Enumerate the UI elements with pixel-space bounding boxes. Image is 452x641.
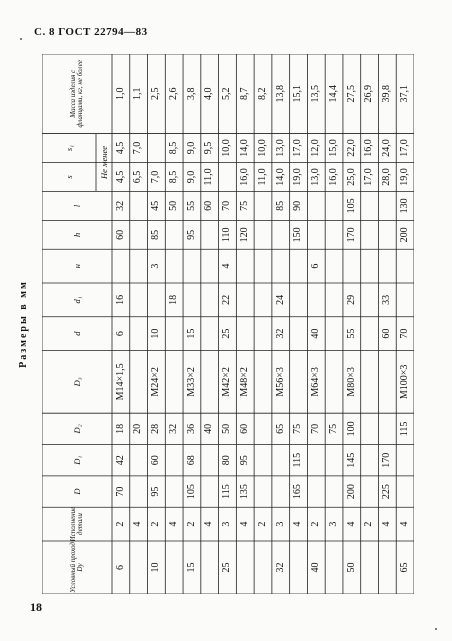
table-cell-D3: M100×3 [398,364,410,400]
table-cell-mass: 37,1 [398,85,410,103]
table-cell-s: 6,5 [132,170,144,184]
table-cell-mass: 1,1 [132,87,144,101]
table-cell-D2: 75 [292,423,304,434]
table-cell-D1: 95 [238,455,250,466]
table-cell-isp: 2 [114,521,126,527]
dimensions-table [18,54,414,594]
table-cell-s1: 17,0 [398,139,410,157]
column-header-mass: Масса изделия с фланцами, кг, не более [68,60,84,128]
table-cell-s: 14,0 [274,168,286,186]
table-cell-d: 60 [381,328,393,339]
table-cell-s: 25,0 [345,168,357,186]
table-cell-mass: 1,0 [114,87,126,101]
table-cell-D2: 50 [221,423,233,434]
table-cell-l: 70 [221,200,233,211]
table-cell-s: 9,0 [185,170,197,184]
table-cell-d1: 16 [114,294,126,305]
table-cell-isp: 4 [167,521,179,527]
table-cell-isp: 3 [327,521,339,527]
table-cell-d: 10 [150,328,162,339]
table-cell-isp: 4 [381,521,393,527]
column-header-D1: D₁ [71,455,82,465]
table-cell-D1: 145 [345,452,357,468]
table-cell-D2: 65 [274,423,286,434]
table-cell-D3: M24×2 [150,367,162,397]
table-cell-dy: 15 [185,562,197,573]
table-cell-s: 11,0 [203,168,215,186]
table-cell-s: 16,0 [238,168,250,186]
table-cell-l: 75 [238,200,250,211]
table-cell-isp: 2 [150,521,162,527]
table-cell-s1: 22,0 [345,139,357,157]
table-cell-mass: 2,5 [150,87,162,101]
table-cell-D3: M48×2 [238,367,250,397]
subheader-min: Не менее [98,146,109,179]
table-cell-h: 110 [221,227,233,243]
table-cell-s1: 10,0 [221,139,233,157]
table-cell-isp: 2 [310,521,322,527]
table-cell-D: 105 [185,484,197,500]
table-cell-D3: M42×2 [221,367,233,397]
table-cell-d: 15 [185,328,197,339]
column-header-d: d [71,331,82,336]
table-cell-D3: M14×1,5 [114,363,126,401]
table-cell-s1: 15,0 [327,139,339,157]
table-cell-isp: 4 [203,521,215,527]
table-cell-D: 200 [345,484,357,500]
table-cell-D1: 68 [185,455,197,466]
table-cell-isp: 3 [274,521,286,527]
table-cell-d1: 33 [381,294,393,305]
table-cell-D: 135 [238,484,250,500]
table-cell-n: 4 [221,263,233,269]
table-cell-D2: 60 [238,423,250,434]
table-cell-D: 225 [381,484,393,500]
table-cell-mass: 15,1 [292,85,304,103]
table-cell-s: 7,0 [150,170,162,184]
table-cell-dy: 25 [221,562,233,573]
table-cell-D2: 115 [398,421,410,437]
table-cell-d1: 22 [221,294,233,305]
table-cell-d: 32 [274,328,286,339]
table-cell-h: 85 [150,229,162,240]
table-cell-D3: M33×2 [185,367,197,397]
table-cell-D2: 36 [185,423,197,434]
table-cell-l: 55 [185,200,197,211]
table-cell-d1: 24 [274,294,286,305]
table-cell-isp: 4 [238,521,250,527]
table-cell-s1: 9,0 [185,141,197,155]
table-cell-s1: 9,5 [203,141,215,155]
table-cell-D3: M56×3 [274,367,286,397]
table-cell-D: 70 [114,486,126,497]
table-cell-s: 17,0 [363,168,375,186]
table-cell-D2: 40 [203,423,215,434]
table-cell-s: 8,5 [167,170,179,184]
table-cell-s1: 8,5 [167,141,179,155]
table-cell-mass: 26,9 [363,85,375,103]
table-cell-mass: 13,8 [274,85,286,103]
table-cell-s1: 12,0 [310,139,322,157]
table-cell-s: 19,0 [398,168,410,186]
column-header-D3: D₃ [71,377,82,387]
table-cell-isp: 4 [398,521,410,527]
table-cell-s: 16,0 [327,168,339,186]
table-cell-D1: 80 [221,455,233,466]
table-cell-d1: 18 [167,294,179,305]
table-cell-mass: 14,4 [327,85,339,103]
table-cell-s1: 10,0 [256,139,268,157]
table-cell-n: 6 [310,263,322,269]
table-cell-D1: 60 [150,455,162,466]
table-cell-mass: 8,7 [238,87,250,101]
table-cell-l: 90 [292,200,304,211]
table-cell-s1: 17,0 [292,139,304,157]
table-cell-d: 25 [221,328,233,339]
column-header-n: н [71,264,82,269]
table-cell-isp: 4 [345,521,357,527]
page-header: С. 8 ГОСТ 22794—83 [34,26,148,38]
table-cell-s1: 13,0 [274,139,286,157]
table-cell-h: 95 [185,229,197,240]
column-header-s: s [63,175,74,179]
table-cell-D2: 32 [167,423,179,434]
column-header-isp: Исполнение детали [68,507,84,541]
column-header-h: h [71,232,82,237]
table-cell-s: 11,0 [256,168,268,186]
table-cell-D3: M80×3 [345,367,357,397]
table-cell-l: 50 [167,200,179,211]
column-header-D2: D₂ [71,424,82,434]
table-cell-l: 32 [114,200,126,211]
table-cell-isp: 2 [363,521,375,527]
table-cell-s1: 16,0 [363,139,375,157]
table-cell-h: 200 [398,227,410,243]
table-cell-l: 130 [398,198,410,214]
table-cell-s: 13,0 [310,168,322,186]
table-cell-l: 45 [150,200,162,211]
table-cell-D2: 75 [327,423,339,434]
table-cell-s1: 4,5 [114,141,126,155]
table-cell-d: 70 [398,328,410,339]
table-cell-D: 95 [150,486,162,497]
table-cell-dy: 40 [310,562,322,573]
table-cell-dy: 32 [274,562,286,573]
table-cell-D1: 42 [114,455,126,466]
table-cell-h: 170 [345,227,357,243]
table-cell-D1: 170 [381,452,393,468]
table-cell-dy: 65 [398,562,410,573]
table-cell-l: 60 [203,200,215,211]
table-cell-d: 40 [310,328,322,339]
column-header-l: l [71,204,82,208]
table-cell-D2: 18 [114,423,126,434]
table-cell-isp: 4 [132,521,144,527]
column-header-dy: Условный проход Dу [68,542,84,593]
table-cell-dy: 50 [345,562,357,573]
table-cell-mass: 27,5 [345,85,357,103]
table-cell-mass: 39,8 [381,85,393,103]
table-cell-l: 85 [274,200,286,211]
table-title: Размеры в мм [18,280,29,368]
table-cell-dy: 10 [150,562,162,573]
table-cell-isp: 2 [256,521,268,527]
page-number: 18 [30,600,42,614]
table-cell-s: 4,5 [114,170,126,184]
table-cell-mass: 4,0 [203,87,215,101]
table-cell-h: 150 [292,227,304,243]
speck [435,628,437,630]
table-cell-isp: 3 [221,521,233,527]
table-cell-mass: 3,8 [185,87,197,101]
column-header-s1: s₁ [63,144,74,152]
table-cell-l: 105 [345,198,357,214]
table-cell-s: 28,0 [381,168,393,186]
table-cell-s: 19,0 [292,168,304,186]
table-cell-dy: 6 [114,564,126,570]
table-cell-D: 165 [292,484,304,500]
table-cell-D2: 70 [310,423,322,434]
column-header-D: D [71,488,82,495]
table-cell-s1: 24,0 [381,139,393,157]
table-cell-isp: 2 [185,521,197,527]
table-cell-mass: 8,2 [256,87,268,101]
table-cell-mass: 2,6 [167,87,179,101]
table-cell-s1: 7,0 [132,141,144,155]
table-cell-d1: 29 [345,294,357,305]
table-cell-mass: 5,2 [221,87,233,101]
table-cell-h: 60 [114,229,126,240]
table-cell-s1: 14,0 [238,139,250,157]
table-cell-D2: 28 [150,423,162,434]
table-cell-isp: 4 [292,521,304,527]
table-cell-D1: 115 [292,452,304,468]
speck [20,38,22,40]
table-cell-n: 3 [150,263,162,269]
table-cell-D2: 100 [345,421,357,437]
table-cell-D2: 20 [132,423,144,434]
table-cell-D: 115 [221,484,233,499]
table-cell-h: 120 [238,227,250,243]
table-cell-d: 55 [345,328,357,339]
column-header-d1: d₁ [71,296,82,304]
table-cell-D3: M64×3 [310,367,322,397]
table-cell-d: 6 [114,331,126,337]
table-cell-mass: 13,5 [310,85,322,103]
